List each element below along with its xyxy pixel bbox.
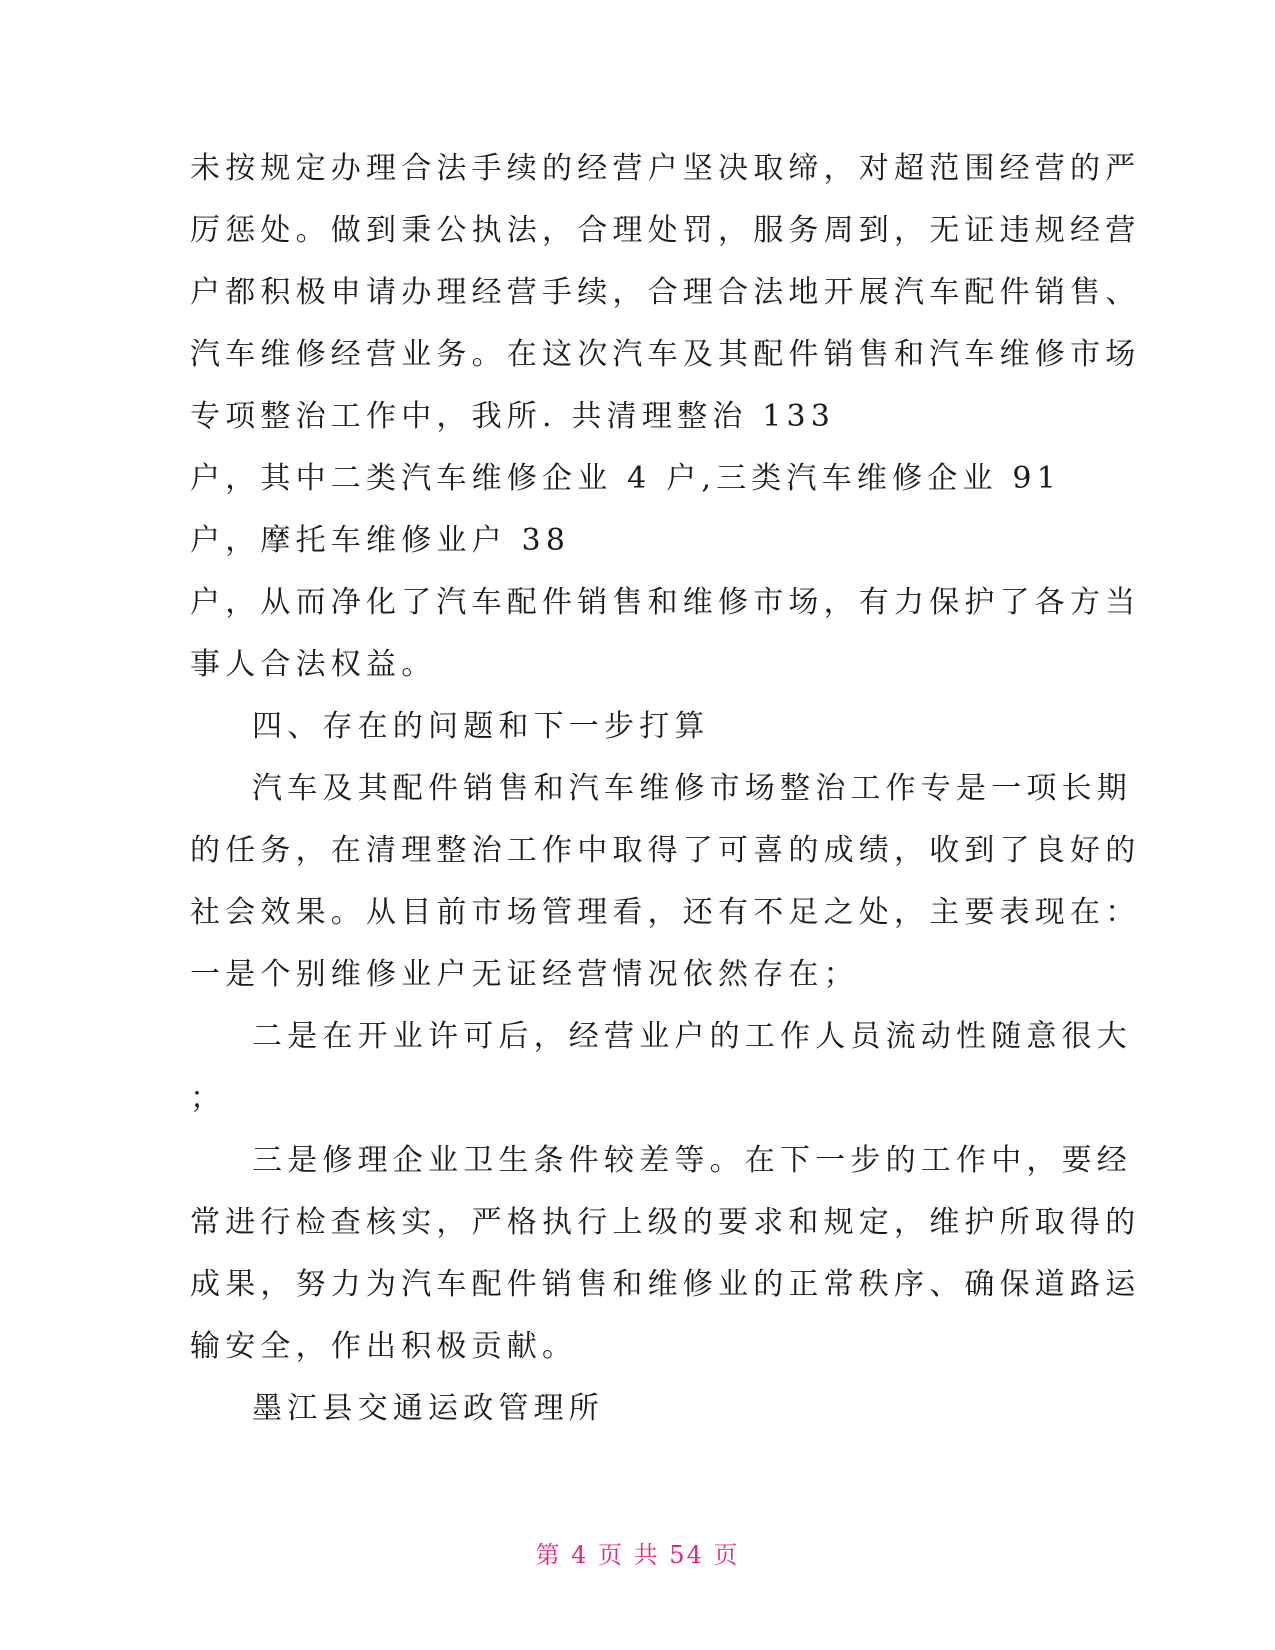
body-line: 厉惩处。做到秉公执法，合理处罚，服务周到，无证违规经营 xyxy=(190,213,1141,248)
body-line: 社会效果。从目前市场管理看，还有不足之处，主要表现在： xyxy=(190,895,1141,930)
body-line: 一是个别维修业户无证经营情况依然存在； xyxy=(190,957,859,992)
page-number-footer: 第 4 页 共 54 页 xyxy=(535,1541,740,1569)
body-line: ； xyxy=(190,1081,226,1116)
body-line: 的任务，在清理整治工作中取得了可喜的成绩，收到了良好的 xyxy=(190,833,1141,868)
body-line: 二是在开业许可后，经营业户的工作人员流动性随意很大 xyxy=(252,1019,1132,1054)
body-line: 专项整治工作中，我所. 共清理整治 133 xyxy=(190,399,836,434)
body-line: 成果，努力为汽车配件销售和维修业的正常秩序、确保道路运 xyxy=(190,1267,1141,1302)
body-line: 输安全，作出积极贡献。 xyxy=(190,1329,578,1364)
body-line: 户，摩托车维修业户 38 xyxy=(190,523,571,558)
body-line: 常进行检查核实，严格执行上级的要求和规定，维护所取得的 xyxy=(190,1205,1141,1240)
body-line: 三是修理企业卫生条件较差等。在下一步的工作中，要经 xyxy=(252,1143,1132,1178)
body-line: 未按规定办理合法手续的经营户坚决取缔，对超范围经营的严 xyxy=(190,151,1141,186)
body-line: 户，从而净化了汽车配件销售和维修市场，有力保护了各方当 xyxy=(190,585,1141,620)
body-line: 户都积极申请办理经营手续，合理合法地开展汽车配件销售、 xyxy=(190,275,1141,310)
body-line: 事人合法权益。 xyxy=(190,647,437,682)
signature-line: 墨江县交通运政管理所 xyxy=(252,1391,604,1426)
section-heading: 四、存在的问题和下一步打算 xyxy=(252,709,710,744)
body-line: 汽车及其配件销售和汽车维修市场整治工作专是一项长期 xyxy=(252,771,1132,806)
body-line: 汽车维修经营业务。在这次汽车及其配件销售和汽车维修市场 xyxy=(190,337,1141,372)
body-line: 户，其中二类汽车维修企业 4 户,三类汽车维修企业 91 xyxy=(190,461,1062,496)
